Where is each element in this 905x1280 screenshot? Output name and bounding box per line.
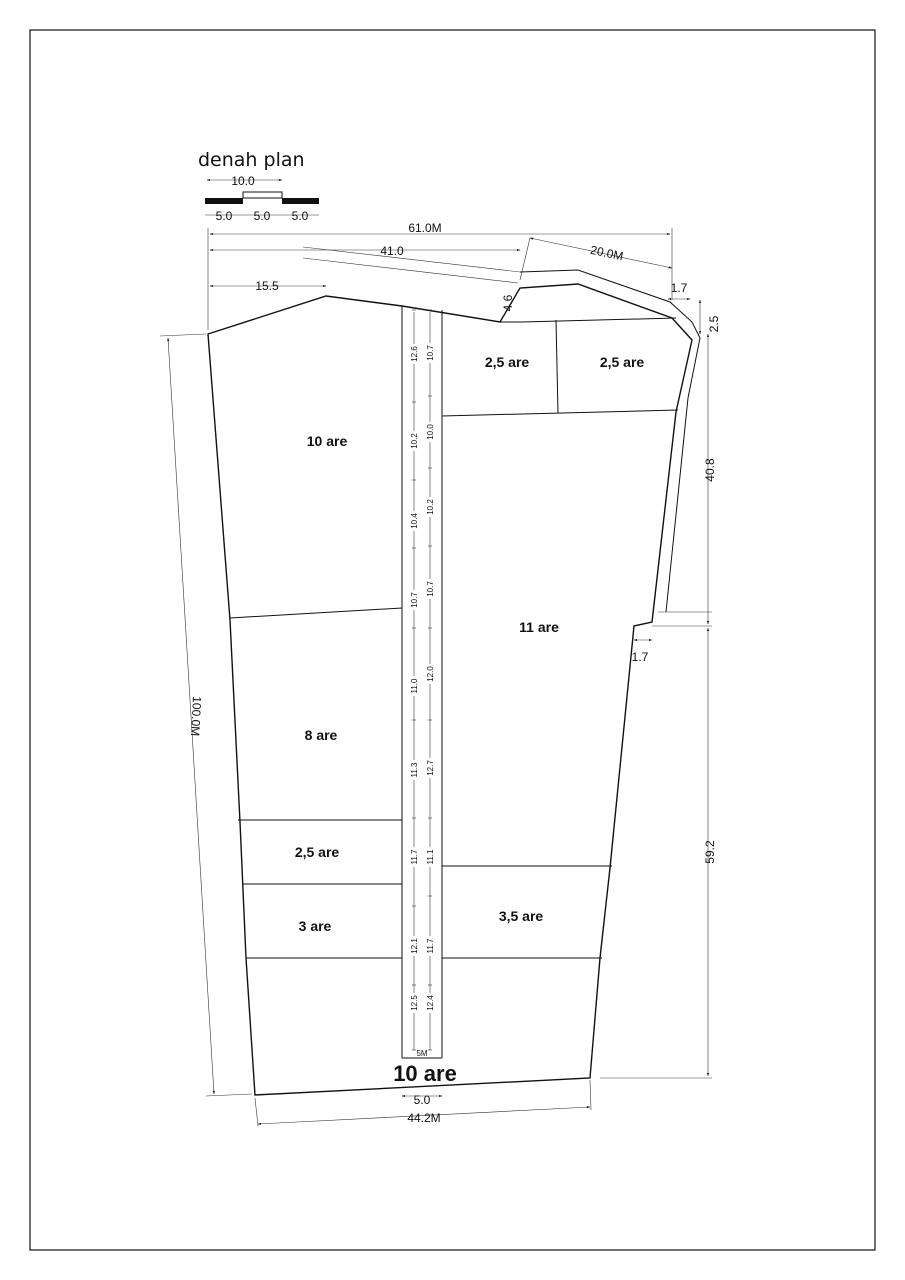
scale-bar-seg1: 5.0 <box>215 209 233 223</box>
dim-corner-side: 2.5 <box>707 315 721 333</box>
scale-bar-top-label: 10.0 <box>231 174 255 188</box>
road-right-segment-8: 11.7 <box>426 938 435 954</box>
road-left-segment-8: 12.1 <box>410 938 419 954</box>
plot-label-a: 2,5 are <box>484 354 530 370</box>
left-dimensions <box>160 334 252 1096</box>
plot-labels <box>295 354 645 1086</box>
road-left-segments <box>410 310 421 1050</box>
scale-bar <box>205 174 319 223</box>
road-right-segment-2: 10.0 <box>426 424 435 440</box>
road-left-segment-5: 11.0 <box>410 678 419 694</box>
dim-right-lower: 59.2 <box>703 840 717 864</box>
dim-step-small: 4.6 <box>501 294 515 312</box>
road-left-segment-2: 10.2 <box>410 433 419 449</box>
right-dimensions <box>600 334 717 1078</box>
road-left-segment-6: 11.3 <box>410 762 419 778</box>
dim-right-step: 1.7 <box>631 650 649 664</box>
dim-bottom-total: 44.2M <box>407 1111 441 1125</box>
road-right-segment-6: 12.7 <box>426 760 435 776</box>
road-right-segment-7: 11.1 <box>426 849 435 865</box>
scale-bar-seg2: 5.0 <box>253 209 271 223</box>
plot-label-f: 2,5 are <box>294 844 340 860</box>
plan-title: denah plan <box>198 149 305 171</box>
road-right-segments <box>426 310 437 1050</box>
road-right-segment-4: 10.7 <box>426 581 435 597</box>
dim-left-total: 100.0M <box>187 695 205 737</box>
scale-bar-seg3: 5.0 <box>291 209 309 223</box>
dim-top-right: 20.0M <box>589 242 625 264</box>
plot-label-b: 2,5 are <box>599 354 645 370</box>
road-width-label: 5M <box>416 1049 428 1058</box>
road-right-segment-3: 10.2 <box>426 499 435 515</box>
site-boundary <box>208 284 692 1095</box>
road-right-segment-1: 10.7 <box>426 345 435 361</box>
dim-top-road: 41.0 <box>380 244 404 258</box>
dim-top-total: 61.0M <box>408 221 442 235</box>
dim-bottom-road: 5.0 <box>413 1093 431 1107</box>
dim-corner-top: 1.7 <box>670 281 688 295</box>
dim-top-left: 15.5 <box>255 279 279 293</box>
plot-label-c: 10 are <box>306 433 348 449</box>
road-left-segment-4: 10.7 <box>410 592 419 608</box>
plot-label-h: 3,5 are <box>498 908 544 924</box>
plot-label-e: 8 are <box>304 727 338 743</box>
road-left-segment-7: 11.7 <box>410 849 419 865</box>
road-left-segment-9: 12.5 <box>410 995 419 1011</box>
road-left-segment-3: 10.4 <box>410 513 419 529</box>
dim-right-upper: 40.8 <box>703 458 717 482</box>
road-right-segment-5: 12.0 <box>426 666 435 682</box>
road-left-segment-1: 12.6 <box>410 346 419 362</box>
plot-label-d: 11 are <box>519 619 559 635</box>
plot-label-g: 3 are <box>298 918 332 934</box>
road-right-segment-9: 12.4 <box>426 995 435 1011</box>
top-dimensions <box>208 221 721 334</box>
plot-label-road: 10 are <box>393 1061 457 1086</box>
